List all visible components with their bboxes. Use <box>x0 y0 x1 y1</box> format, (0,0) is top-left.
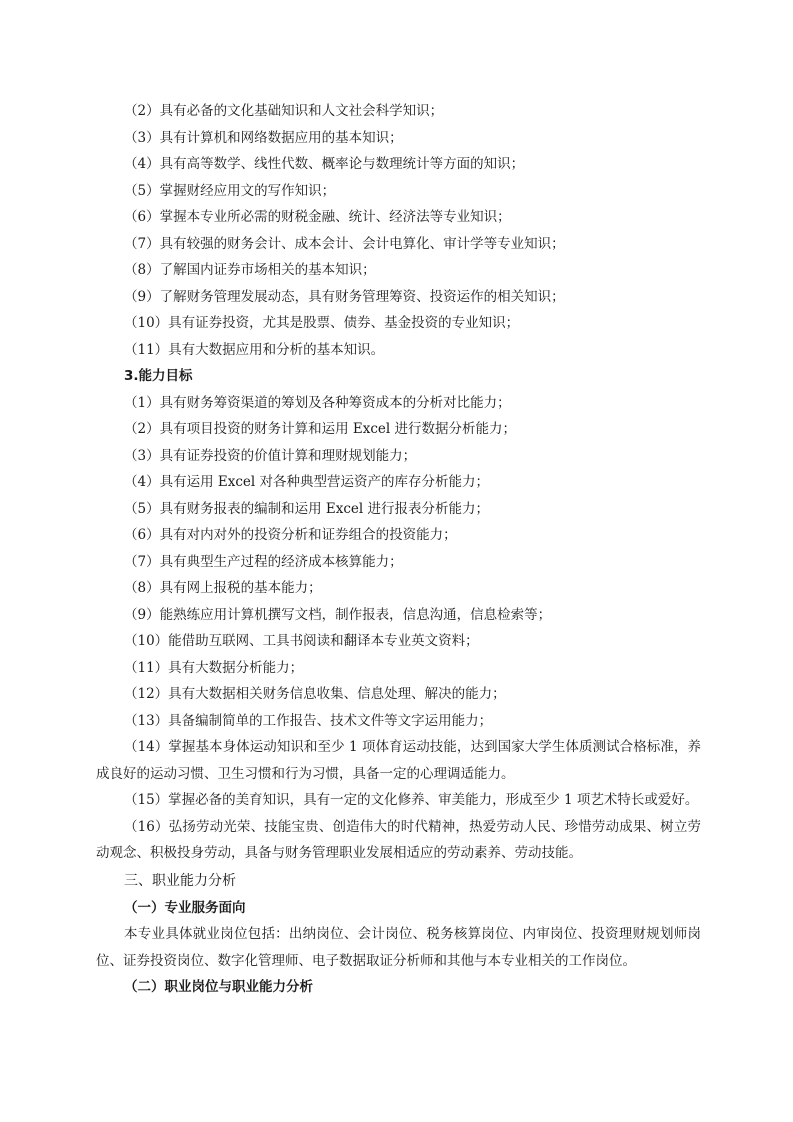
ability-item: （11）具有大数据分析能力； <box>124 659 304 676</box>
ability-paragraph-16: （16）弘扬劳动光荣、技能宝贵、创造伟大的时代精神，热爱劳动人民、珍惜劳动成果、树立劳动观念、积极投身劳动，具备与财务管理职业发展相适应的劳动素养、劳动技能。 <box>96 818 701 861</box>
ability-item: （5）具有财务报表的编制和运用 Excel 进行报表分析能力； <box>124 500 490 517</box>
ability-heading: 3.能力目标 <box>124 368 193 384</box>
ability-paragraph-15: （15）掌握必备的美育知识，具有一定的文化修养、审美能力，形成至少 1 项艺术特长或爱好。 <box>124 792 699 808</box>
knowledge-item: （4）具有高等数学、线性代数、概率论与数理统计等方面的知识； <box>124 156 525 172</box>
ability-list <box>96 390 701 867</box>
knowledge-list <box>96 98 701 363</box>
ability-item: （4）具有运用 Excel 对各种典型营运资产的库存分析能力； <box>124 474 490 490</box>
subsection-two-title: （二）职业岗位与职业能力分析 <box>124 979 313 995</box>
subsection-one-body: 本专业具体就业岗位包括：出纳岗位、会计岗位、税务核算岗位、内审岗位、投资理财规划师岗位、证券投资岗位、数字化管理师、电子数据取证分析师和其他与本专业相关的工作岗位。 <box>96 926 701 969</box>
knowledge-item: （11）具有大数据应用和分析的基本知识。 <box>124 341 385 358</box>
ability-item: （9）能熟练应用计算机撰写文档，制作报表，信息沟通，信息检索等； <box>124 606 552 623</box>
knowledge-item: （10）具有证券投资，尤其是股票、债券、基金投资的专业知识； <box>124 315 520 331</box>
knowledge-item: （6）掌握本专业所必需的财税金融、统计、经济法等专业知识； <box>124 209 511 225</box>
section-three-title: 三、职业能力分析 <box>124 872 236 889</box>
ability-item: （8）具有网上报税的基本能力； <box>124 580 322 596</box>
knowledge-item: （5）掌握财经应用文的写作知识； <box>124 182 336 199</box>
document-page <box>96 98 701 1001</box>
ability-item: （6）具有对内对外的投资分析和证券组合的投资能力； <box>124 527 457 543</box>
ability-item: （3）具有证券投资的价值计算和理财规划能力； <box>124 447 417 464</box>
knowledge-item: （8）了解国内证券市场相关的基本知识； <box>124 262 376 278</box>
knowledge-item: （9）了解财务管理发展动态，具有财务管理筹资、投资运作的相关知识； <box>124 288 565 305</box>
subsection-one-title: （一）专业服务面向 <box>124 899 246 916</box>
ability-paragraph-14: （14）掌握基本身体运动知识和至少 1 项体育运动技能，达到国家大学生体质测试合格标准，养成良好的运动习惯、卫生习惯和行为习惯，具备一定的心理调适能力。 <box>96 739 701 782</box>
knowledge-item: （2）具有必备的文化基础知识和人文社会科学知识； <box>124 103 444 119</box>
ability-item: （10）能借助互联网、工具书阅读和翻译本专业英文资料； <box>124 633 479 649</box>
knowledge-item: （3）具有计算机和网络数据应用的基本知识； <box>124 129 403 146</box>
ability-item: （1）具有财务筹资渠道的筹划及各种筹资成本的分析对比能力； <box>124 394 511 411</box>
ability-item: （12）具有大数据相关财务信息收集、信息处理、解决的能力； <box>124 686 506 702</box>
ability-item: （7）具有典型生产过程的经济成本核算能力； <box>124 553 403 570</box>
ability-item: （13）具备编制简单的工作报告、技术文件等文字运用能力； <box>124 712 493 729</box>
ability-item: （2）具有项目投资的财务计算和运用 Excel 进行数据分析能力； <box>124 421 517 437</box>
knowledge-item: （7）具有较强的财务会计、成本会计、会计电算化、审计学等专业知识； <box>124 235 565 252</box>
